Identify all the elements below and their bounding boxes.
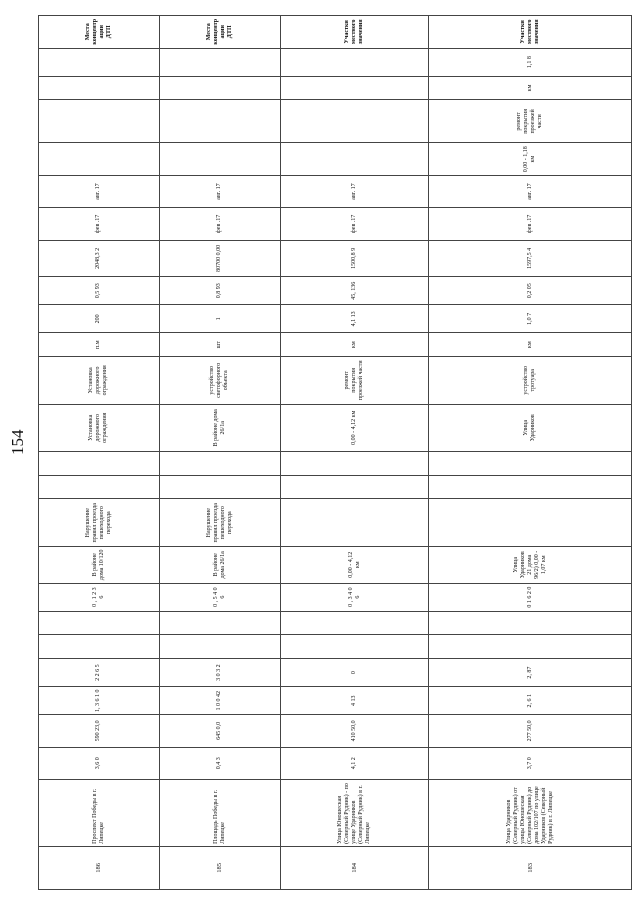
c7-cell (429, 452, 632, 476)
c7-cell (39, 452, 160, 476)
c4-cell (280, 611, 428, 635)
table-row (429, 16, 632, 890)
r4-cell (39, 48, 160, 76)
c2-cell: 2, 87 (429, 659, 632, 687)
unit-cell: км (429, 333, 632, 357)
street-cell: Улица Юношеская (Северный Рудник) - по улице Ударников (Северный Рудник) в г. Липецке (280, 779, 428, 846)
work-cell: устройство тротуара (429, 357, 632, 404)
c4-cell (159, 611, 280, 635)
qty-cell: 200 (39, 305, 160, 333)
c2-cell: 0 (280, 659, 428, 687)
r3-cell: км (429, 76, 632, 100)
c6-cell (39, 475, 160, 499)
locate-cell: Улица Ударников (429, 404, 632, 451)
table-row (39, 16, 160, 890)
cost1-cell: 45, 136 (280, 277, 428, 305)
r4-cell (159, 48, 280, 76)
period-cell: 0,00 - 4,12 км (280, 546, 428, 583)
unit-cell: п.м (39, 333, 160, 357)
type-cell: Участки местного значения (429, 16, 632, 49)
length-cell: 0,4 3 (159, 747, 280, 779)
c6-cell (429, 475, 632, 499)
street-cell: Площадь Победы в г. Липецке (159, 779, 280, 846)
c4-cell (429, 611, 632, 635)
c3-cell (280, 635, 428, 659)
c5-cell: 0 1 6 2 0 (429, 583, 632, 611)
problem-cell: Нарушение правил проезда пешеходного перехода (159, 499, 280, 546)
cost2-cell: 1597,5 4 (429, 240, 632, 277)
year-cell: фев .17 (280, 208, 428, 240)
area-cell: 277 50,0 (429, 715, 632, 747)
area-cell: 645 0,0 (159, 715, 280, 747)
c1-cell: 1, 3 6 1 0 (39, 687, 160, 715)
c3-cell (159, 635, 280, 659)
locate-cell: В районе дома 26/1а (159, 404, 280, 451)
r2-cell (280, 100, 428, 143)
unit-cell: шт (159, 333, 280, 357)
r1-cell: 0,00 - 1,18 км (429, 143, 632, 175)
c6-cell (159, 475, 280, 499)
c5-cell: 0 , 3 4 0 6 (280, 583, 428, 611)
length-cell: 3,6 0 (39, 747, 160, 779)
page-number: 154 (8, 429, 27, 455)
deadline-cell: авг. 17 (429, 175, 632, 207)
year-cell: фев .17 (429, 208, 632, 240)
type-cell: Места концентрации ДТП (39, 16, 160, 49)
row-id: 186 (39, 846, 160, 889)
c1-cell: 2, 6 1 (429, 687, 632, 715)
work-cell: ремонт покрытия проезжей части (280, 357, 428, 404)
locate-cell: Установка дорожного ограждения (39, 404, 160, 451)
type-cell: Участки местного значения (280, 16, 428, 49)
problem-cell (280, 499, 428, 546)
row-id: 185 (159, 846, 280, 889)
r3-cell (159, 76, 280, 100)
work-cell: устройство светофорного объекта (159, 357, 280, 404)
c1-cell: 1 0 0 42 (159, 687, 280, 715)
qty-cell: 4,1 13 (280, 305, 428, 333)
r3-cell (280, 76, 428, 100)
c4-cell (39, 611, 160, 635)
area-cell: 410 50,0 (280, 715, 428, 747)
deadline-cell: авг. 17 (39, 175, 160, 207)
c5-cell: 0 , 1 2 3 6 (39, 583, 160, 611)
r2-cell: ремонт покрытия проезжей части (429, 100, 632, 143)
c5-cell: 0 , 5 4 0 6 (159, 583, 280, 611)
length-cell: 3,7 0 (429, 747, 632, 779)
r1-cell (39, 143, 160, 175)
qty-cell: 1 (159, 305, 280, 333)
period-cell: Улица Ударников 21 дома 96/2) 0,00 - 1,07 км (429, 546, 632, 583)
c2-cell: 3 0 3 2 (159, 659, 280, 687)
cost1-cell: 0,2 05 (429, 277, 632, 305)
deadline-cell: авг. 17 (159, 175, 280, 207)
row-id: 184 (280, 846, 428, 889)
c7-cell (280, 452, 428, 476)
work-cell: Установка дорожного ограждения (39, 357, 160, 404)
locate-cell: 0,00 - 4,12 км (280, 404, 428, 451)
c7-cell (159, 452, 280, 476)
period-cell: В районе дома 10/120 (39, 546, 160, 583)
street-cell: Улица Ударников (Северный Рудник) от улицы Юношеская (Северный Рудник) до дома 102/107 по улице Ударников (Северный Рудник) в г. Липецке (429, 779, 632, 846)
c3-cell (39, 635, 160, 659)
unit-cell: км (280, 333, 428, 357)
r1-cell (159, 143, 280, 175)
cost2-cell: 1500,8 9 (280, 240, 428, 277)
c3-cell (429, 635, 632, 659)
cost1-cell: 0,5 93 (39, 277, 160, 305)
problem-cell: Нарушение правил проезда пешеходного перехода (39, 499, 160, 546)
table-row (280, 16, 428, 890)
row-id: 183 (429, 846, 632, 889)
year-cell: фев .17 (39, 208, 160, 240)
problem-cell (429, 499, 632, 546)
table-row (159, 16, 280, 890)
r2-cell (39, 100, 160, 143)
street-cell: Проспект Победы в г. Липецке (39, 779, 160, 846)
c6-cell (280, 475, 428, 499)
r4-cell: 1,1 8 (429, 48, 632, 76)
r1-cell (280, 143, 428, 175)
year-cell: фев .17 (159, 208, 280, 240)
area-cell: 590 23,0 (39, 715, 160, 747)
length-cell: 4,1 2 (280, 747, 428, 779)
r2-cell (159, 100, 280, 143)
cost1-cell: 0,8 93 (159, 277, 280, 305)
qty-cell: 1,0 7 (429, 305, 632, 333)
road-works-table (38, 15, 632, 890)
deadline-cell: авг. 17 (280, 175, 428, 207)
type-cell: Места концентрации ДТП (159, 16, 280, 49)
c2-cell: 2 2 6 5 (39, 659, 160, 687)
cost2-cell: 2048,3 2 (39, 240, 160, 277)
r3-cell (39, 76, 160, 100)
cost2-cell: 80700 0,00 (159, 240, 280, 277)
c1-cell: 4 13 (280, 687, 428, 715)
period-cell: В районе дома 26/1а (159, 546, 280, 583)
r4-cell (280, 48, 428, 76)
